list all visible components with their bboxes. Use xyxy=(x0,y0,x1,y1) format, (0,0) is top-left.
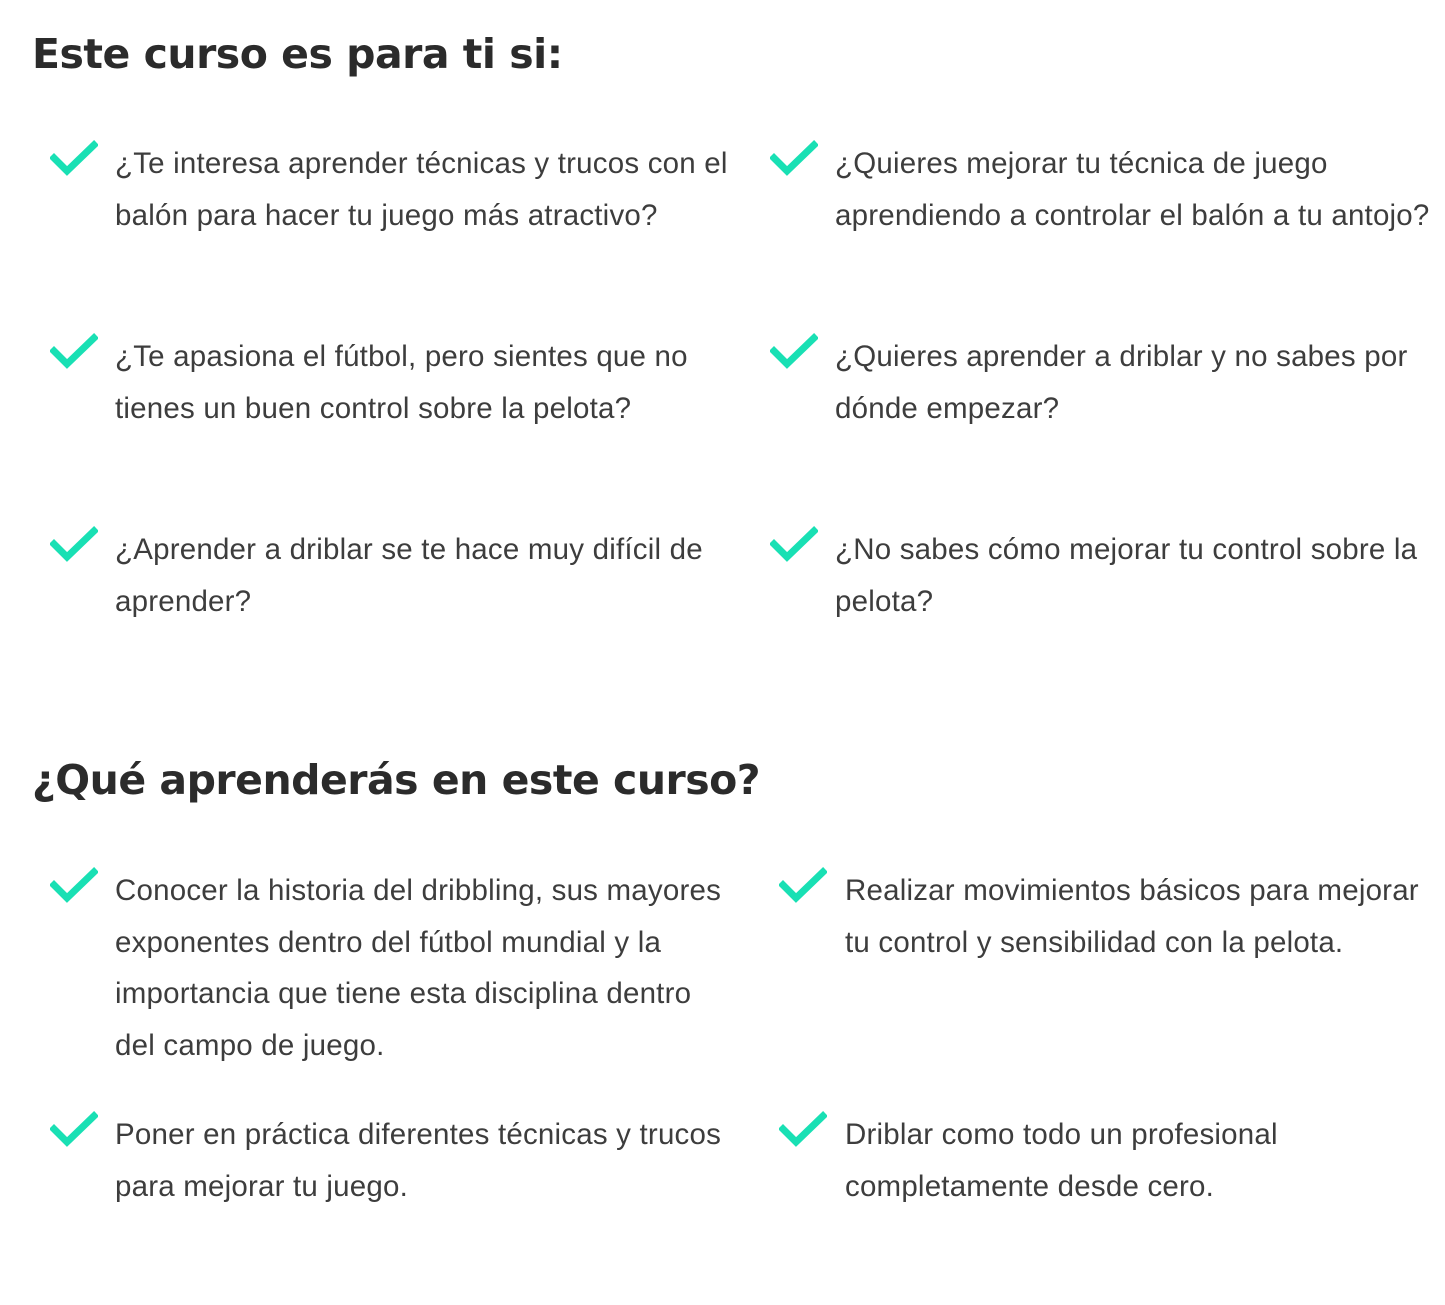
learn-item-text: Realizar movimientos básicos para mejorar tu control y sensibilidad con la pelota. xyxy=(845,874,1419,959)
audience-item-text: ¿Te interesa aprender técnicas y trucos con el balón para hacer tu juego más atractivo? xyxy=(115,147,728,232)
learn-item-text: Driblar como todo un profesional completamente desde cero. xyxy=(845,1118,1278,1203)
check-icon xyxy=(770,331,818,371)
check-icon xyxy=(779,865,827,905)
audience-heading: Este curso es para ti si: xyxy=(32,30,563,78)
audience-item-text: ¿Quieres mejorar tu técnica de juego aprendiendo a controlar el balón a tu antojo? xyxy=(835,147,1430,232)
check-icon xyxy=(770,524,818,564)
check-icon xyxy=(50,865,98,905)
audience-item-text: ¿Te apasiona el fútbol, pero sientes que no tienes un buen control sobre la pelota? xyxy=(115,340,688,425)
check-icon xyxy=(50,524,98,564)
check-icon xyxy=(50,138,98,178)
learn-heading: ¿Qué aprenderás en este curso? xyxy=(32,756,761,804)
check-icon xyxy=(50,331,98,371)
audience-item-text: ¿No sabes cómo mejorar tu control sobre la pelota? xyxy=(835,533,1418,618)
audience-item-text: ¿Quieres aprender a driblar y no sabes por dónde empezar? xyxy=(835,340,1408,425)
learn-item-text: Poner en práctica diferentes técnicas y trucos para mejorar tu juego. xyxy=(115,1118,722,1203)
check-icon xyxy=(779,1109,827,1149)
audience-item-text: ¿Aprender a driblar se te hace muy difícil de aprender? xyxy=(115,533,703,618)
learn-item-text: Conocer la historia del dribbling, sus mayores exponentes dentro del fútbol mundial y la importancia que tiene esta disciplina dentro del campo de juego. xyxy=(115,874,722,1062)
check-icon xyxy=(50,1109,98,1149)
check-icon xyxy=(770,138,818,178)
